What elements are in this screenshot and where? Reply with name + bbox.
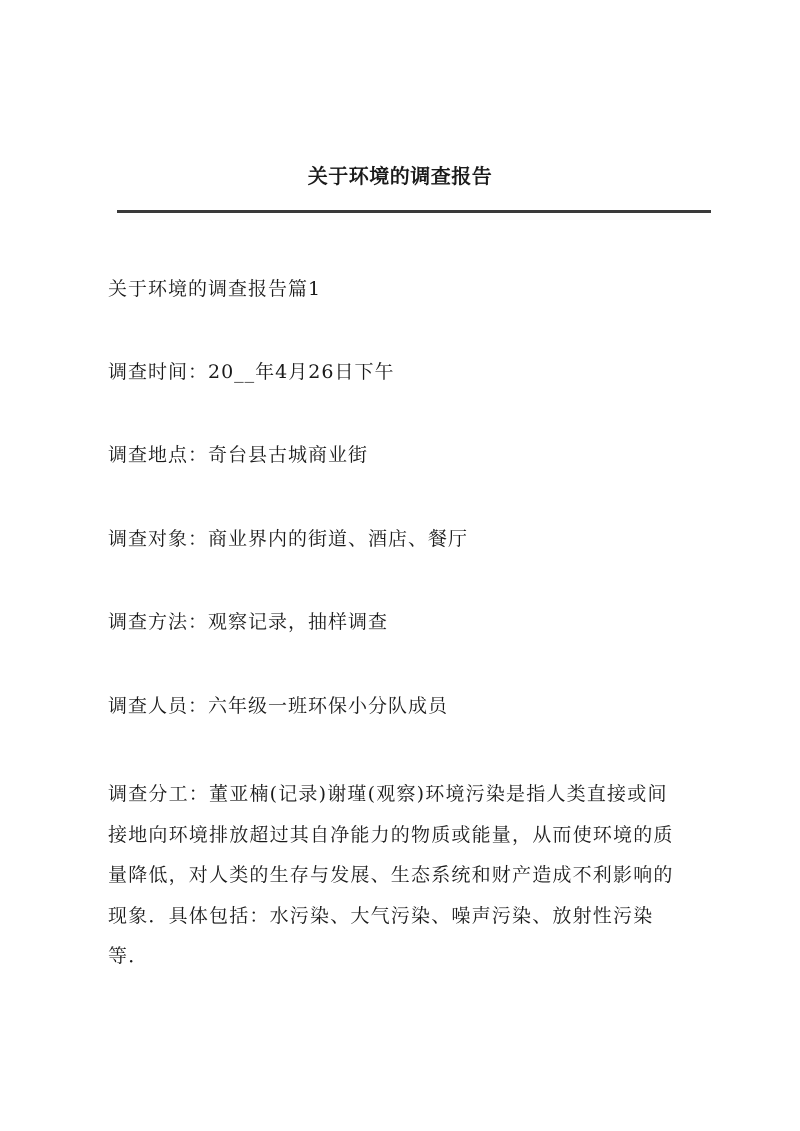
survey-staff: 调查人员：六年级一班环保小分队成员	[108, 695, 449, 717]
survey-method: 调查方法：观察记录，抽样调查	[108, 611, 389, 633]
survey-subject: 调查对象：商业界内的街道、酒店、餐厅	[108, 528, 469, 550]
title-divider	[117, 210, 711, 213]
survey-time: 调查时间：20__年4月26日下午	[108, 361, 395, 383]
paragraph-line: 现象．具体包括：水污染、大气污染、噪声污染、放射性污染	[108, 904, 654, 927]
paragraph-line: 接地向环境排放超过其自净能力的物质或能量，从而使环境的质	[108, 823, 674, 846]
survey-division-paragraph	[108, 774, 716, 977]
section-heading: 关于环境的调查报告篇1	[108, 278, 322, 300]
survey-location: 调查地点：奇台县古城商业街	[108, 444, 369, 466]
paragraph-line: 量降低，对人类的生存与发展、生态系统和财产造成不利影响的	[108, 864, 674, 886]
paragraph-line: 调查分工：董亚楠(记录)谢瑾(观察)环境污染是指人类直接或间	[108, 783, 668, 805]
paragraph-line: 等．	[108, 945, 149, 967]
document-title: 关于环境的调查报告	[307, 164, 493, 188]
